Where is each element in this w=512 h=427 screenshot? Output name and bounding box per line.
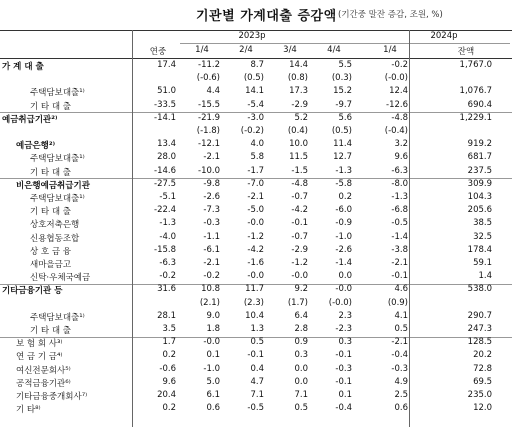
row-cell-4: -0.1 [335, 376, 352, 387]
row-cell-3: -1.2 [291, 258, 308, 268]
row-cell-0: 9.6 [162, 376, 176, 387]
row-cell-1: 10.8 [201, 284, 220, 295]
row-label: 주택담보대출¹⁾ [30, 154, 85, 165]
row-cell-3: -2.9 [291, 99, 308, 110]
row-cell-0: 51.0 [157, 86, 176, 97]
row-cell-1: 9.0 [206, 310, 220, 321]
header-col-1: 1/4 [195, 45, 209, 55]
report-title [0, 5, 512, 27]
row-label: 가 계 대 출 [2, 62, 44, 72]
row-cell-5: (-0.4) [384, 126, 408, 136]
row-cell-0: 13.4 [157, 139, 176, 150]
table-row [0, 364, 512, 377]
row-cell-2: 0.5 [250, 337, 264, 348]
row-cell-2: -1.7 [247, 165, 264, 176]
row-cell-1: 1.8 [206, 324, 220, 334]
row-cell-6: 309.9 [467, 178, 492, 189]
row-cell-4: 5.5 [338, 60, 352, 70]
row-cell-3: 9.2 [294, 284, 308, 295]
row-cell-3: -0.0 [291, 271, 308, 282]
table-row [0, 166, 512, 179]
header-col-3: 3/4 [283, 45, 297, 55]
row-cell-4: -5.8 [335, 178, 352, 189]
header-year-underline-2023 [180, 43, 410, 44]
row-cell-6: 1.4 [478, 271, 492, 282]
row-cell-4: -0.4 [335, 403, 352, 414]
row-cell-5: 9.6 [394, 152, 408, 163]
row-cell-0: 20.4 [157, 390, 176, 400]
table-row [0, 271, 512, 284]
row-cell-6: 235.0 [467, 390, 492, 400]
row-cell-0: 3.5 [162, 324, 176, 334]
row-cell-5: -1.3 [391, 192, 408, 202]
row-cell-4: -9.7 [335, 99, 352, 110]
header-col-6: 잔액 [457, 47, 475, 57]
row-cell-1: -2.1 [203, 258, 220, 268]
label-divider [132, 30, 133, 427]
row-cell-5: 0.6 [394, 403, 408, 414]
row-cell-2: (-0.2) [240, 126, 264, 136]
row-label: 예금취급기관²⁾ [2, 114, 58, 125]
row-cell-1: -1.1 [203, 231, 220, 242]
row-cell-1: -21.9 [198, 112, 220, 123]
row-cell-2: -0.0 [247, 218, 264, 229]
row-cell-3: (0.8) [287, 73, 308, 84]
row-cell-2: 0.4 [250, 363, 264, 374]
row-label: 기타금융중개회사⁷⁾ [16, 392, 88, 402]
row-cell-6: 38.5 [473, 218, 492, 229]
row-cell-5: 4.1 [394, 310, 408, 321]
row-cell-1: (-0.6) [196, 73, 220, 84]
row-cell-1: 5.0 [206, 376, 220, 387]
row-cell-0: 28.0 [157, 152, 176, 163]
row-cell-4: (-0.0) [328, 297, 352, 308]
row-label: 연 금 기 금⁴⁾ [16, 352, 63, 363]
row-cell-6: 681.7 [467, 152, 492, 163]
row-cell-5: -8.0 [391, 178, 408, 189]
row-cell-6: 919.2 [467, 139, 492, 150]
row-label: 기 타 대 출 [30, 167, 71, 178]
row-cell-6: 12.0 [473, 403, 492, 414]
row-cell-6: 205.6 [467, 205, 492, 216]
row-cell-6: 237.5 [467, 165, 492, 176]
row-cell-0: -14.6 [154, 165, 176, 176]
row-cell-5: -0.1 [391, 271, 408, 282]
row-cell-4: -0.0 [335, 284, 352, 295]
table-row [0, 218, 512, 231]
row-cell-4: 0.2 [338, 192, 352, 202]
row-cell-3: 7.1 [294, 390, 308, 400]
row-cell-2: 7.1 [250, 390, 264, 400]
header-year-2024: 2024p [430, 31, 458, 41]
row-cell-1: -2.6 [203, 192, 220, 202]
row-cell-3: 14.4 [289, 60, 308, 70]
row-cell-4: 0.3 [338, 337, 352, 348]
row-cell-3: 0.5 [294, 403, 308, 414]
row-cell-0: 17.4 [157, 60, 176, 70]
row-cell-2: 4.0 [250, 139, 264, 150]
row-cell-3: -2.9 [291, 244, 308, 255]
table-row [0, 113, 512, 126]
header-year-underline-2024 [410, 43, 510, 44]
table-row [0, 390, 512, 403]
table-row [0, 337, 512, 350]
row-cell-1: -7.3 [203, 205, 220, 216]
row-cell-5: -4.8 [391, 112, 408, 123]
row-cell-1: -1.0 [203, 363, 220, 374]
table-row [0, 324, 512, 337]
row-cell-2: -2.1 [247, 192, 264, 202]
row-cell-2: -7.0 [247, 178, 264, 189]
row-cell-1: -2.1 [203, 152, 220, 163]
row-cell-6: 72.8 [473, 363, 492, 374]
header-col-row [0, 45, 512, 57]
table-row [0, 179, 512, 192]
row-cell-6: 178.4 [467, 244, 492, 255]
row-cell-0: 28.1 [157, 310, 176, 321]
row-cell-2: -1.6 [247, 258, 264, 268]
row-label: 여신전문회사⁵⁾ [16, 365, 71, 376]
row-cell-4: 5.6 [338, 112, 352, 123]
row-cell-3: -0.7 [291, 231, 308, 242]
row-cell-3: 11.5 [289, 152, 308, 163]
row-cell-3: -0.7 [291, 192, 308, 202]
row-cell-1: -0.3 [203, 218, 220, 229]
row-cell-3: -4.2 [291, 205, 308, 216]
row-label: 기 타⁸⁾ [16, 405, 41, 416]
row-cell-2: -0.5 [247, 403, 264, 414]
row-cell-2: 4.7 [250, 376, 264, 387]
row-cell-3: 0.0 [294, 363, 308, 374]
row-cell-4: 12.7 [333, 152, 352, 163]
row-cell-2: -4.2 [247, 244, 264, 255]
row-cell-3: 2.8 [294, 324, 308, 334]
row-cell-5: -0.2 [391, 60, 408, 70]
row-cell-4: 15.2 [333, 86, 352, 97]
row-cell-2: (2.3) [243, 297, 264, 308]
row-cell-6: 59.1 [473, 258, 492, 268]
row-cell-5: -2.1 [391, 337, 408, 348]
row-cell-1: (2.1) [199, 297, 220, 308]
row-cell-4: 0.1 [338, 390, 352, 400]
row-cell-2: -5.4 [247, 99, 264, 110]
row-cell-4: -0.3 [335, 363, 352, 374]
header-col-0: 연중 [149, 47, 167, 57]
row-label: 비은행예금취급기관 [16, 180, 90, 191]
row-cell-0: -15.8 [154, 244, 176, 255]
row-cell-5: 4.6 [394, 284, 408, 295]
header-year-2023: 2023p [238, 31, 266, 41]
row-cell-1: -15.5 [198, 99, 220, 110]
table-row [0, 139, 512, 152]
row-cell-4: 2.3 [338, 310, 352, 321]
row-cell-5: -0.4 [391, 350, 408, 361]
row-label: 주택담보대출¹⁾ [30, 194, 85, 204]
row-cell-5: 3.2 [394, 139, 408, 150]
row-cell-5: -2.1 [391, 258, 408, 268]
header-bottom-rule [0, 58, 512, 59]
row-cell-6: 104.3 [467, 192, 492, 202]
row-cell-0: -0.6 [159, 363, 176, 374]
row-cell-1: -12.1 [198, 139, 220, 150]
header-col-2: 2/4 [239, 45, 253, 55]
row-cell-3: (0.4) [287, 126, 308, 136]
row-cell-6: 69.5 [473, 376, 492, 387]
unit-note: (기간중 말잔 증감, 조원, %) [338, 10, 443, 20]
row-cell-0: -33.5 [154, 99, 176, 110]
row-cell-4: -6.0 [335, 205, 352, 216]
row-cell-5: (0.9) [387, 297, 408, 308]
table-title: 기관별 가계대출 증감액 [196, 9, 337, 24]
row-cell-6: 247.3 [467, 324, 492, 334]
row-cell-0: -14.1 [154, 112, 176, 123]
row-cell-5: -6.8 [391, 205, 408, 216]
row-cell-1: -11.2 [198, 60, 220, 70]
row-cell-0: -1.3 [159, 218, 176, 229]
row-cell-5: 4.9 [394, 376, 408, 387]
row-cell-3: -4.8 [291, 178, 308, 189]
row-cell-3: 0.9 [294, 337, 308, 348]
row-cell-2: 8.7 [250, 60, 264, 70]
row-cell-4: -2.6 [335, 244, 352, 255]
row-cell-0: -6.3 [159, 258, 176, 268]
row-cell-1: (-1.8) [196, 126, 220, 136]
row-cell-5: -3.8 [391, 244, 408, 255]
row-cell-2: -0.1 [247, 350, 264, 361]
table-row [0, 284, 512, 297]
table-row [0, 126, 512, 139]
table-row [0, 350, 512, 363]
row-label: 기 타 대 출 [30, 326, 71, 336]
row-cell-6: 20.2 [473, 350, 492, 361]
table-row [0, 377, 512, 390]
row-cell-6: 1,229.1 [459, 112, 492, 123]
row-cell-1: -9.8 [203, 178, 220, 189]
row-cell-5: 0.5 [394, 324, 408, 334]
row-cell-2: 1.3 [250, 324, 264, 334]
row-label: 새마을금고 [30, 260, 72, 270]
row-cell-3: 6.4 [294, 310, 308, 321]
row-cell-0: 0.2 [162, 350, 176, 361]
row-cell-5: 2.5 [394, 390, 408, 400]
row-cell-0: -5.1 [159, 192, 176, 202]
row-label: 보 험 회 사³⁾ [16, 339, 63, 350]
row-cell-3: -1.5 [291, 165, 308, 176]
row-cell-6: 538.0 [467, 284, 492, 295]
row-cell-5: -12.6 [386, 99, 408, 110]
row-cell-2: -3.0 [247, 112, 264, 123]
row-label: 예금은행²⁾ [16, 141, 56, 152]
row-cell-6: 128.5 [467, 337, 492, 348]
table-row [0, 311, 512, 324]
row-cell-1: 0.1 [206, 350, 220, 361]
row-cell-1: -0.0 [203, 337, 220, 348]
table-row [0, 100, 512, 113]
row-cell-1: 0.6 [206, 403, 220, 414]
row-cell-5: -1.4 [391, 231, 408, 242]
table-row [0, 192, 512, 205]
table-row [0, 205, 512, 218]
row-cell-4: (0.5) [331, 126, 352, 136]
row-cell-6: 1,767.0 [459, 60, 492, 70]
row-cell-6: 32.5 [473, 231, 492, 242]
row-label: 상 호 금 융 [30, 246, 71, 257]
row-cell-3: 17.3 [289, 86, 308, 97]
table-row [0, 298, 512, 311]
row-cell-4: (0.3) [331, 73, 352, 84]
row-cell-3: 10.0 [289, 139, 308, 150]
row-cell-1: -10.0 [198, 165, 220, 176]
row-cell-1: -0.2 [203, 271, 220, 282]
row-cell-2: 14.1 [245, 86, 264, 97]
row-cell-2: -0.0 [247, 271, 264, 282]
row-cell-2: 11.7 [245, 284, 264, 295]
row-label: 상호저축은행 [30, 220, 80, 231]
row-cell-4: -0.1 [335, 350, 352, 361]
row-cell-3: 5.2 [294, 112, 308, 123]
row-cell-3: 0.3 [294, 350, 308, 361]
row-cell-0: 31.6 [157, 284, 176, 295]
row-cell-5: -0.5 [391, 218, 408, 229]
row-cell-2: -1.2 [247, 231, 264, 242]
row-label: 주택담보대출¹⁾ [30, 312, 85, 323]
row-cell-2: (0.5) [243, 73, 264, 84]
row-cell-0: -0.2 [159, 271, 176, 282]
header-col-5: 1/4 [383, 45, 397, 55]
row-label: 공적금융기관⁶⁾ [16, 378, 71, 389]
row-cell-6: 690.4 [467, 99, 492, 110]
year-divider [409, 30, 410, 427]
row-cell-0: -22.4 [154, 205, 176, 216]
row-label: 신용협동조합 [30, 233, 80, 244]
table-row [0, 403, 512, 416]
header-col-4: 4/4 [327, 45, 341, 55]
row-cell-6: 290.7 [467, 310, 492, 321]
row-cell-5: -0.3 [391, 363, 408, 374]
table-row [0, 60, 512, 73]
header-year-row [0, 31, 512, 43]
row-cell-4: -0.9 [335, 218, 352, 229]
row-cell-2: 5.8 [250, 152, 264, 163]
row-cell-2: 10.4 [245, 310, 264, 321]
row-label: 신탁·우체국예금 [30, 273, 91, 284]
row-cell-4: -1.0 [335, 231, 352, 242]
row-cell-1: 6.1 [206, 390, 220, 400]
row-cell-3: -0.1 [291, 218, 308, 229]
row-cell-0: -4.0 [159, 231, 176, 242]
row-label: 기 타 대 출 [30, 101, 71, 112]
row-cell-6: 1,076.7 [459, 86, 492, 97]
row-cell-1: 4.4 [206, 86, 220, 97]
row-cell-5: 12.4 [389, 86, 408, 97]
row-cell-0: -27.5 [154, 178, 176, 189]
row-label: 주택담보대출¹⁾ [30, 88, 85, 99]
table-row [0, 86, 512, 99]
row-label: 기타금융기관 등 [2, 286, 63, 297]
row-cell-0: 1.7 [162, 337, 176, 348]
row-cell-4: -1.4 [335, 258, 352, 268]
table-row [0, 152, 512, 165]
row-cell-2: -5.0 [247, 205, 264, 216]
table-row [0, 73, 512, 86]
table-row [0, 258, 512, 271]
row-cell-3: (1.7) [287, 297, 308, 308]
row-cell-5: -6.3 [391, 165, 408, 176]
row-cell-5: (-0.0) [384, 73, 408, 84]
row-cell-4: 11.4 [333, 139, 352, 150]
row-cell-4: -1.3 [335, 165, 352, 176]
row-cell-0: 0.2 [162, 403, 176, 414]
table-row [0, 232, 512, 245]
table-row [0, 245, 512, 258]
row-cell-4: -2.3 [335, 324, 352, 334]
row-cell-3: 0.0 [294, 376, 308, 387]
row-cell-1: -6.1 [203, 244, 220, 255]
row-cell-4: 0.0 [338, 271, 352, 282]
row-label: 기 타 대 출 [30, 207, 71, 218]
